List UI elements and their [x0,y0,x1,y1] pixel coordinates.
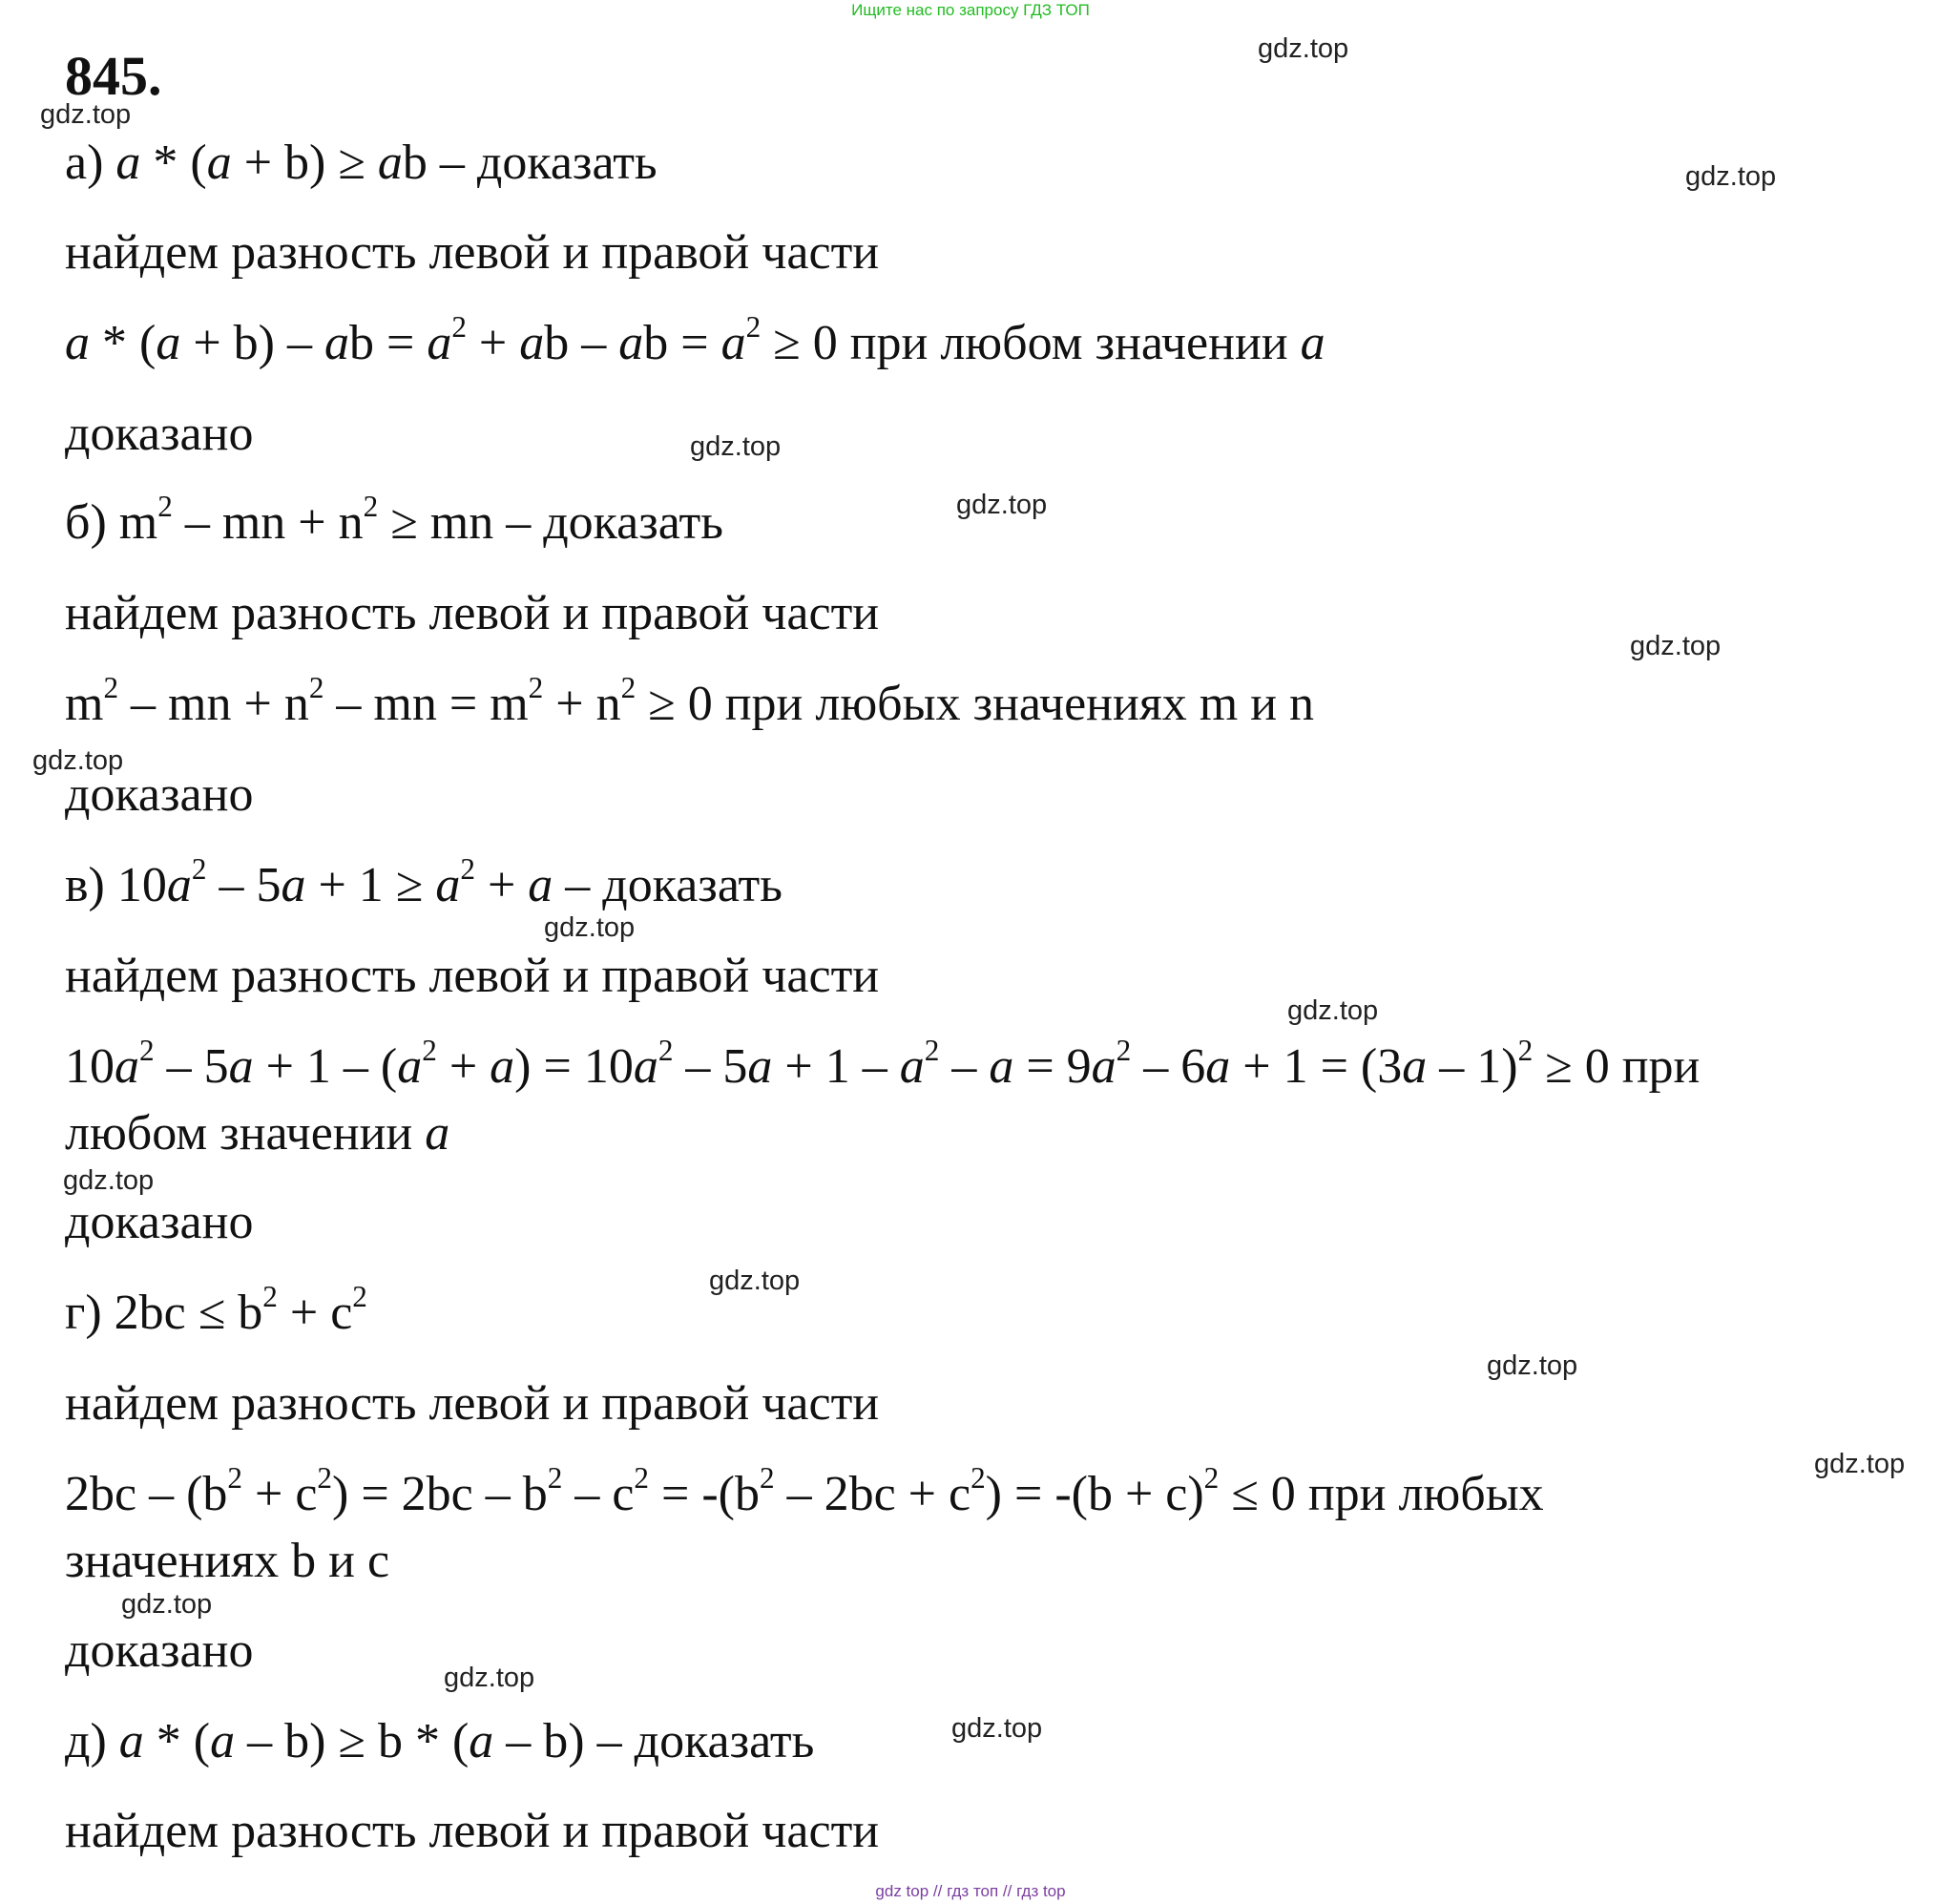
part-a-step: найдем разность левой и правой части [65,225,880,280]
part-b-solution: $m^2$ – mn + $n^2$ – mn = $m^2 + n^2 \ge 0$ при любых значениях m и n [65,671,1315,731]
part-v-statement: в) $10a^2 - 5a + 1 \ge a^2 + a$ – доказать [65,852,783,912]
part-v-done: доказано [65,1195,254,1249]
watermark: gdz.top [951,1713,1043,1744]
watermark: gdz.top [1814,1449,1906,1479]
watermark: gdz.top [40,99,132,130]
part-a-done: доказано [65,407,254,461]
part-g-step: найдем разность левой и правой части [65,1376,880,1431]
problem-number: 845. [65,45,162,107]
watermark: gdz.top [121,1589,213,1620]
part-g-tail-2: значениях b и c [65,1534,390,1588]
watermark: gdz.top [544,912,636,943]
part-d-step: найдем разность левой и правой части [65,1804,880,1858]
part-b-step: найдем разность левой и правой части [65,586,880,640]
part-d-label: д) [65,1714,107,1768]
part-g-statement: г) $2bc \le b^2 + c^2$ [65,1280,367,1340]
watermark: gdz.top [1258,33,1349,64]
watermark: gdz.top [32,745,124,776]
part-a-var: a [1300,316,1325,370]
part-b-tail: при любых значениях m и n [724,677,1315,731]
part-g-done: доказано [65,1623,254,1678]
part-g-label: г) [65,1286,102,1340]
part-v-solution: $10a^2 - 5a + 1 - (a^2 + a) = 10a^2 - 5a + 1 - a^2 - a = 9a^2 - 6a + 1 = (3a - 1)^2 \ge 0$ при [65,1034,1701,1094]
part-g-tail-1: при любых [1307,1467,1544,1521]
part-a-tail: при любом значении [849,316,1288,370]
watermark: gdz.top [690,431,782,462]
part-b-statement: б) $m^2$ – mn + $n^2$ ≥ mn – доказать [65,490,723,550]
watermark: gdz.top [63,1165,155,1196]
watermark: gdz.top [1685,161,1777,192]
part-v-tail-1: при [1621,1039,1701,1094]
watermark: gdz.top [709,1266,801,1296]
part-a-statement: а) a * (a + b) ≥ ab – доказать [65,136,657,190]
footer: gdz top // гдз топ // гдз top [875,1882,1066,1900]
watermark: gdz.top [444,1663,535,1693]
part-g-solution: $2bc - (b^2 + c^2) = 2bc - b^2 - c^2 = -(b^2 - 2bc + c^2) = -(b + c)^2 \le 0$ при любых [65,1461,1544,1521]
watermark: gdz.top [1487,1350,1578,1381]
top-banner: Ищите нас по запросу ГДЗ ТОП [851,1,1090,19]
part-v-tail-2: любом значении [65,1106,413,1161]
part-v-suffix: – доказать [565,858,783,912]
part-a-solution: a * (a + b) – ab = $a^2$ + ab – ab = $a^2 \ge 0$ при любом значении a [65,310,1325,370]
part-a-suffix: – доказать [439,136,657,190]
watermark: gdz.top [956,490,1048,520]
watermark: gdz.top [1630,631,1722,661]
part-b-label: б) [65,495,107,550]
part-d-suffix: – доказать [596,1714,815,1768]
part-v-var: a [425,1106,450,1161]
part-b-suffix: – доказать [506,495,723,550]
part-v-solution-cont [65,1100,449,1167]
part-a-label: а) [65,136,104,190]
watermark: gdz.top [1287,995,1379,1026]
part-b-done: доказано [65,767,254,822]
part-v-step: найдем разность левой и правой части [65,949,880,1003]
part-v-label: в) [65,858,105,912]
part-d-statement: д) a * (a – b) ≥ b * (a – b) – доказать [65,1714,815,1768]
